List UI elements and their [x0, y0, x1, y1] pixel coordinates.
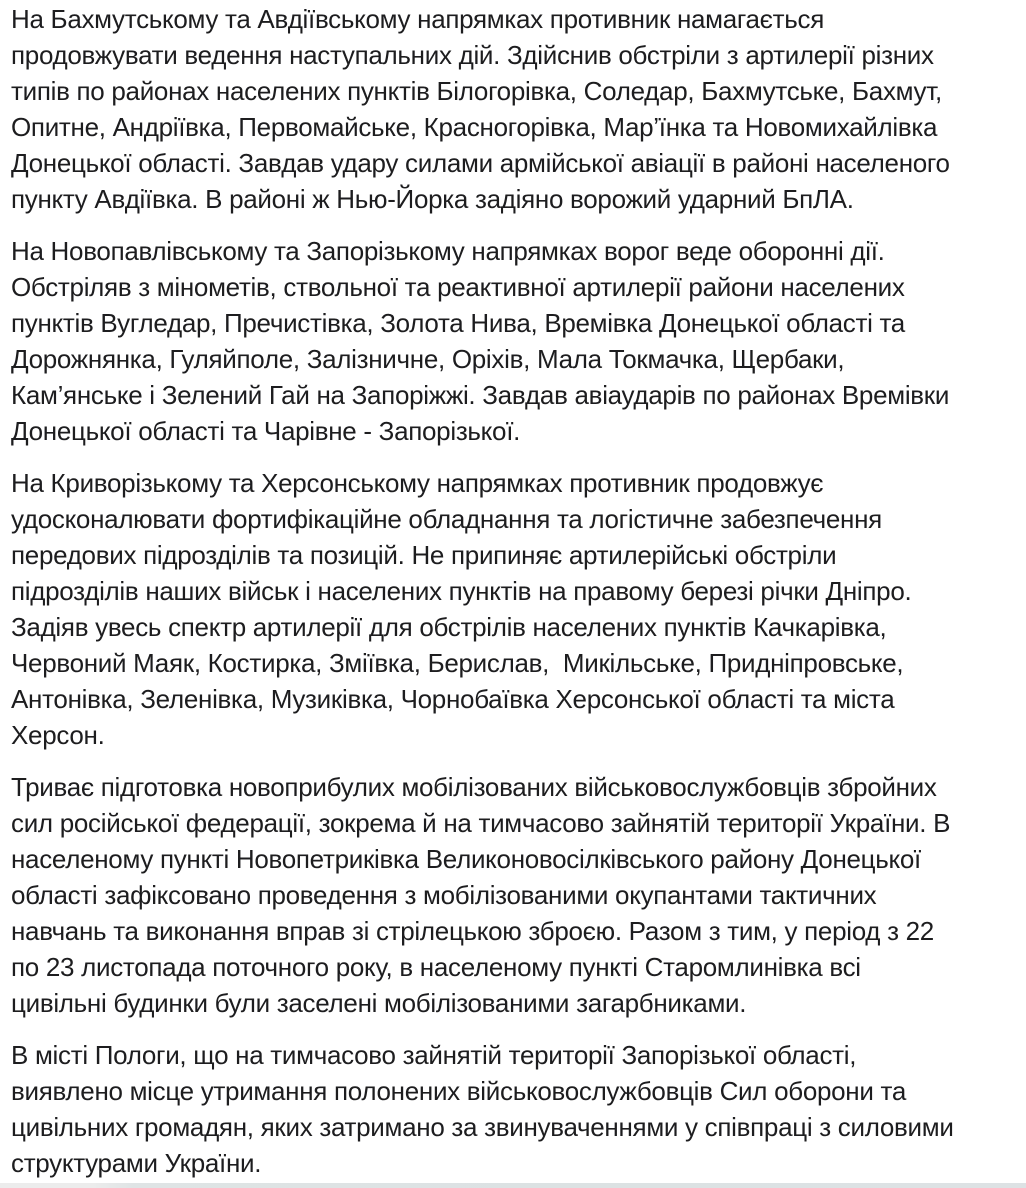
- text-line: передових підрозділів та позицій. Не припиняє артилерійські обстріли: [11, 540, 837, 570]
- text-line: виявлено місце утримання полонених військовослужбовців Сил оборони та: [11, 1076, 906, 1106]
- text-line: Донецької області. Завдав удару силами армійської авіації в районі населеного: [11, 148, 950, 178]
- text-line: Триває підготовка новоприбулих мобілізованих військовослужбовців збройних: [11, 772, 937, 802]
- text-line: пункту Авдіївка. В районі ж Нью-Йорка задіяно ворожий ударний БпЛА.: [11, 184, 854, 214]
- text-line: Херсон.: [11, 720, 105, 750]
- text-line: цивільних громадян, яких затримано за звинуваченнями у співпраці з силовими: [11, 1112, 954, 1142]
- text-line: продовжувати ведення наступальних дій. Здійснив обстріли з артилерії різних: [11, 40, 934, 70]
- text-line: сил російської федерації, зокрема й на тимчасово зайнятій території України. В: [11, 808, 951, 838]
- text-line: На Новопавлівському та Запорізькому напрямках ворог веде оборонні дії.: [11, 236, 885, 266]
- paragraph-mobilized-training: [11, 769, 1020, 1021]
- text-line: Задіяв увесь спектр артилерії для обстрілів населених пунктів Качкарівка,: [11, 612, 887, 642]
- text-line: навчань та виконання вправ зі стрілецькою зброєю. Разом з тим, у період з 22: [11, 916, 934, 946]
- text-line: типів по районах населених пунктів Білогорівка, Соледар, Бахмутське, Бахмут,: [11, 76, 942, 106]
- paragraph-bakhmut-avdiivka: [11, 1, 1020, 217]
- text-line: В місті Пологи, що на тимчасово зайнятій території Запорізької області,: [11, 1040, 857, 1070]
- text-line: підрозділів наших військ і населених пунктів на правому березі річки Дніпро.: [11, 576, 912, 606]
- paragraph-polohy-detention: [11, 1037, 1020, 1181]
- text-line: структурами України.: [11, 1148, 262, 1178]
- text-line: Червоний Маяк, Костирка, Зміївка, Берислав, Микільське, Придніпровське,: [11, 648, 904, 678]
- text-line: На Криворізькому та Херсонському напрямках противник продовжує: [11, 468, 824, 498]
- text-line: Донецької області та Чарівне - Запорізької.: [11, 416, 521, 446]
- text-line: Опитне, Андріївка, Первомайське, Красногорівка, Мар’їнка та Новомихайлівка: [11, 112, 938, 142]
- text-line: цивільні будинки були заселені мобілізованими загарбниками.: [11, 988, 747, 1018]
- text-line: Обстріляв з мінометів, ствольної та реактивної артилерії райони населених: [11, 272, 905, 302]
- next-element-top-edge: [0, 1183, 1026, 1188]
- text-line: по 23 листопада поточного року, в населеному пункті Старомлинівка всі: [11, 952, 861, 982]
- text-line: населеному пункті Новопетриківка Великоновосілківського району Донецької: [11, 844, 921, 874]
- text-line: області зафіксовано проведення з мобілізованими окупантами тактичних: [11, 880, 877, 910]
- paragraph-novopavlivka-zaporizhzhia: [11, 233, 1020, 449]
- text-line: удосконалювати фортифікаційне обладнання та логістичне забезпечення: [11, 504, 882, 534]
- paragraph-kryvyi-rih-kherson: [11, 465, 1020, 753]
- text-line: Дорожнянка, Гуляйполе, Залізничне, Оріхів, Мала Токмачка, Щербаки,: [11, 344, 845, 374]
- text-line: Антонівка, Зеленівка, Музиківка, Чорнобаївка Херсонської області та міста: [11, 684, 895, 714]
- text-line: пунктів Вугледар, Пречистівка, Золота Нива, Времівка Донецької області та: [11, 308, 905, 338]
- text-line: На Бахмутському та Авдіївському напрямках противник намагається: [11, 4, 824, 34]
- text-line: Кам’янське і Зелений Гай на Запоріжжі. Завдав авіаударів по районах Времівки: [11, 380, 950, 410]
